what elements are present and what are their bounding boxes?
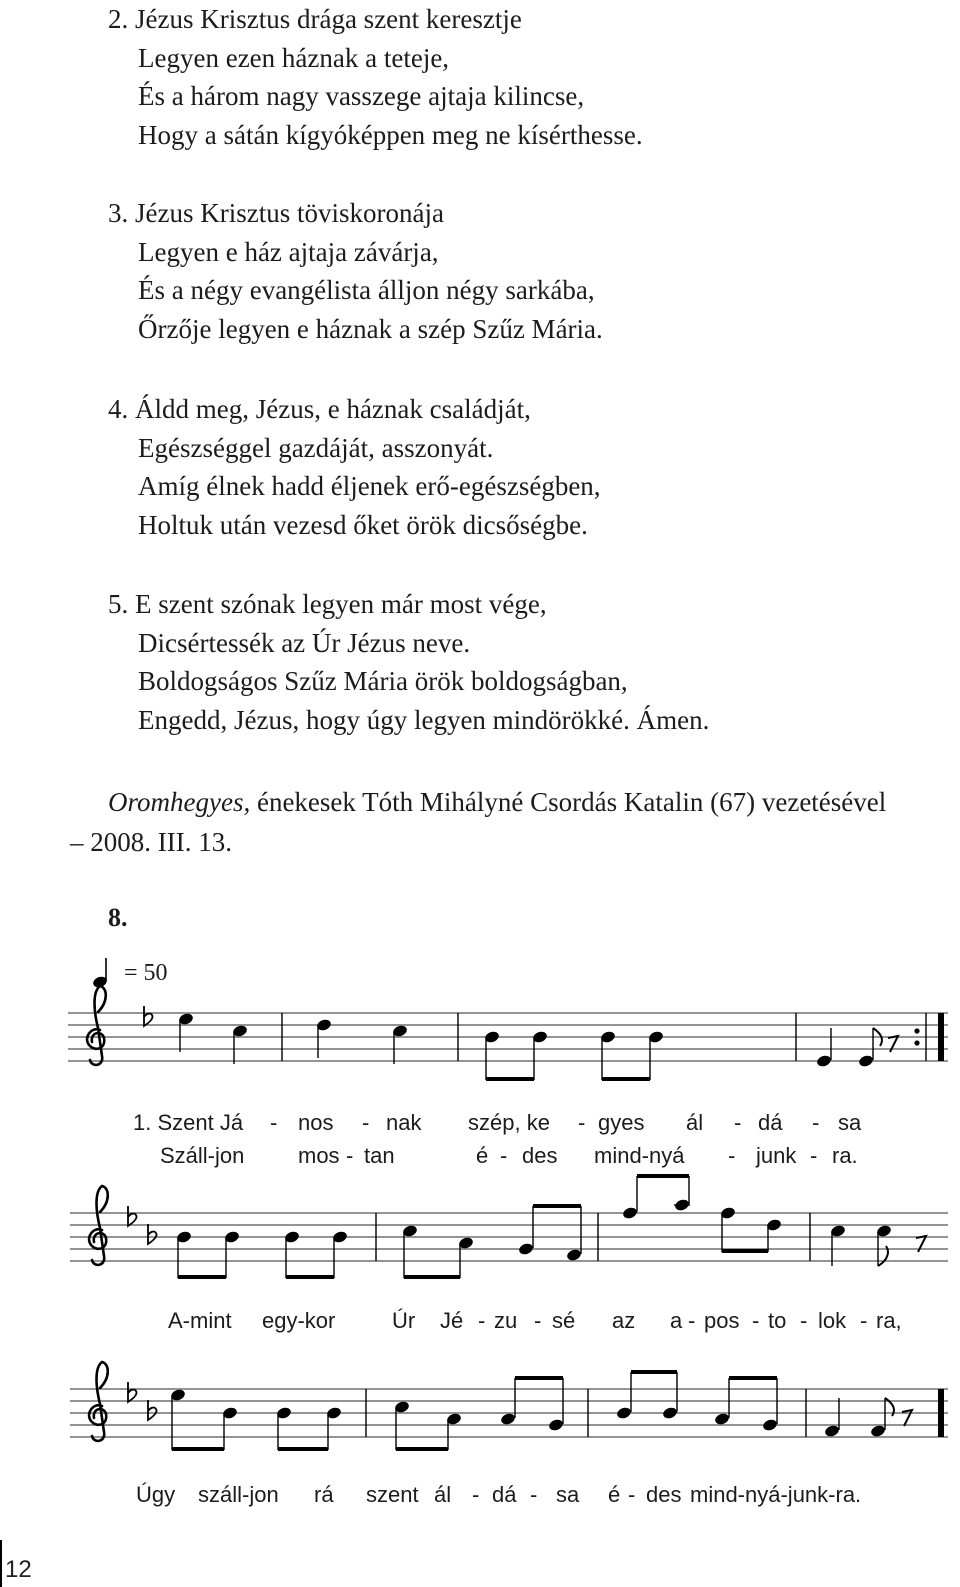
stanza-line: Engedd, Jézus, hogy úgy legyen mindörökké. Ámen.: [138, 704, 710, 735]
staff-system-3: [70, 1362, 948, 1451]
lyric-syllable: nak: [386, 1110, 422, 1135]
source-singers: énekesek Tóth Mihályné Csordás Katalin (67) vezetésével: [250, 787, 887, 817]
stanza-line: 5. E szent szónak legyen már most vége,: [108, 589, 547, 619]
lyric-syllable: des: [646, 1482, 682, 1507]
lyric-syllable: ra.: [832, 1143, 858, 1168]
song-number: 8.: [108, 903, 128, 932]
lyric-hyphen: -: [810, 1143, 818, 1168]
lyric-hyphen: -: [478, 1308, 486, 1333]
lyric-hyphen: -: [362, 1110, 370, 1135]
stanza-line: Dicsértessék az Úr Jézus neve.: [138, 627, 471, 658]
lyric-syllable: 1. Szent Já: [133, 1110, 244, 1135]
stanza-line: Legyen e ház ajtaja závárja,: [138, 236, 439, 267]
lyric-syllable: ál: [434, 1482, 452, 1507]
source-date: – 2008. III. 13.: [70, 827, 232, 857]
lyric-syllable: szép, ke: [468, 1110, 550, 1135]
lyric-hyphen: -: [578, 1110, 586, 1135]
lyric-syllable: száll-jon: [198, 1482, 279, 1507]
lyric-syllable: sa: [838, 1110, 862, 1135]
lyric-hyphen: -: [534, 1308, 542, 1333]
stanza-line: 3. Jézus Krisztus töviskoronája: [108, 198, 444, 228]
page-number: 12: [5, 1556, 32, 1583]
lyric-syllable: rá: [314, 1482, 334, 1507]
source-place: Oromhegyes,: [108, 787, 251, 817]
margin-rule: [0, 1540, 2, 1587]
stanza-line: Egészséggel gazdáját, asszonyát.: [138, 432, 494, 463]
lyric-hyphen: -: [800, 1308, 808, 1333]
lyric-syllable: szent: [366, 1482, 419, 1507]
lyric-syllable: sé: [552, 1308, 576, 1333]
lyric-syllable: Úr: [392, 1308, 416, 1333]
lyric-syllable: zu: [494, 1308, 518, 1333]
lyric-hyphen: -: [472, 1482, 480, 1507]
stanza-line: És a három nagy vasszege ajtaja kilincse,: [138, 81, 585, 111]
tempo-value: = 50: [124, 959, 168, 986]
lyric-syllable: é: [608, 1482, 621, 1507]
lyric-hyphen: -: [628, 1482, 636, 1507]
lyric-hyphen: -: [688, 1308, 696, 1333]
lyric-syllable: é: [476, 1143, 489, 1168]
lyric-hyphen: -: [812, 1110, 820, 1135]
staff-system-2: [70, 1174, 948, 1279]
stanza-line: Őrzője legyen e háznak a szép Szűz Mária.: [138, 313, 603, 344]
lyric-syllable: A-mint: [168, 1308, 232, 1333]
stanza-line: 2. Jézus Krisztus drága szent keresztje: [108, 4, 522, 34]
lyric-syllable: pos: [704, 1308, 740, 1333]
lyric-syllable: lok: [818, 1308, 847, 1333]
lyric-syllable: mind-nyá: [594, 1143, 685, 1168]
lyric-syllable: dá: [492, 1482, 517, 1507]
lyric-syllable: des: [522, 1143, 558, 1168]
lyric-hyphen: -: [752, 1308, 760, 1333]
stanza-line: Holtuk után vezesd őket örök dicsőségbe.: [138, 509, 588, 540]
lyric-hyphen: -: [530, 1482, 538, 1507]
lyric-syllable: egy-kor: [262, 1308, 336, 1333]
stanza-line: Boldogságos Szűz Mária örök boldogságban,: [138, 666, 628, 696]
lyric-syllable: a: [670, 1308, 683, 1333]
lyric-syllable: Úgy: [136, 1482, 176, 1507]
lyric-syllable: nos: [298, 1110, 334, 1135]
lyric-syllable: mind-nyá-junk-ra.: [690, 1482, 862, 1507]
lyric-syllable: sa: [556, 1482, 580, 1507]
lyric-syllable: Száll-jon: [160, 1143, 245, 1168]
stanza-line: És a négy evangélista álljon négy sarkába,: [138, 275, 595, 305]
lyric-syllable: az: [612, 1308, 636, 1333]
lyric-syllable: mos: [298, 1143, 340, 1168]
lyric-syllable: to: [768, 1308, 787, 1333]
stanza-line: Legyen ezen háznak a teteje,: [138, 42, 450, 73]
stanza-line: 4. Áldd meg, Jézus, e háznak családját,: [108, 394, 531, 424]
stanza-line: Hogy a sátán kígyóképpen meg ne kísérthesse.: [138, 119, 643, 150]
lyric-syllable: ra,: [876, 1308, 902, 1333]
lyric-syllable: tan: [364, 1143, 395, 1168]
lyric-hyphen: -: [860, 1308, 868, 1333]
lyric-syllable: gyes: [598, 1110, 645, 1135]
stanza-line: Amíg élnek hadd éljenek erő-egészségben,: [138, 471, 601, 501]
lyric-syllable: dá: [758, 1110, 783, 1135]
lyric-hyphen: -: [270, 1110, 278, 1135]
lyric-hyphen: -: [734, 1110, 742, 1135]
staff-system-1: [68, 986, 948, 1081]
lyric-hyphen: -: [728, 1143, 736, 1168]
lyric-syllable: Jé: [440, 1308, 464, 1333]
lyric-syllable: junk: [756, 1143, 797, 1168]
lyric-hyphen: -: [346, 1143, 354, 1168]
lyric-syllable: ál: [686, 1110, 704, 1135]
lyric-hyphen: -: [500, 1143, 508, 1168]
